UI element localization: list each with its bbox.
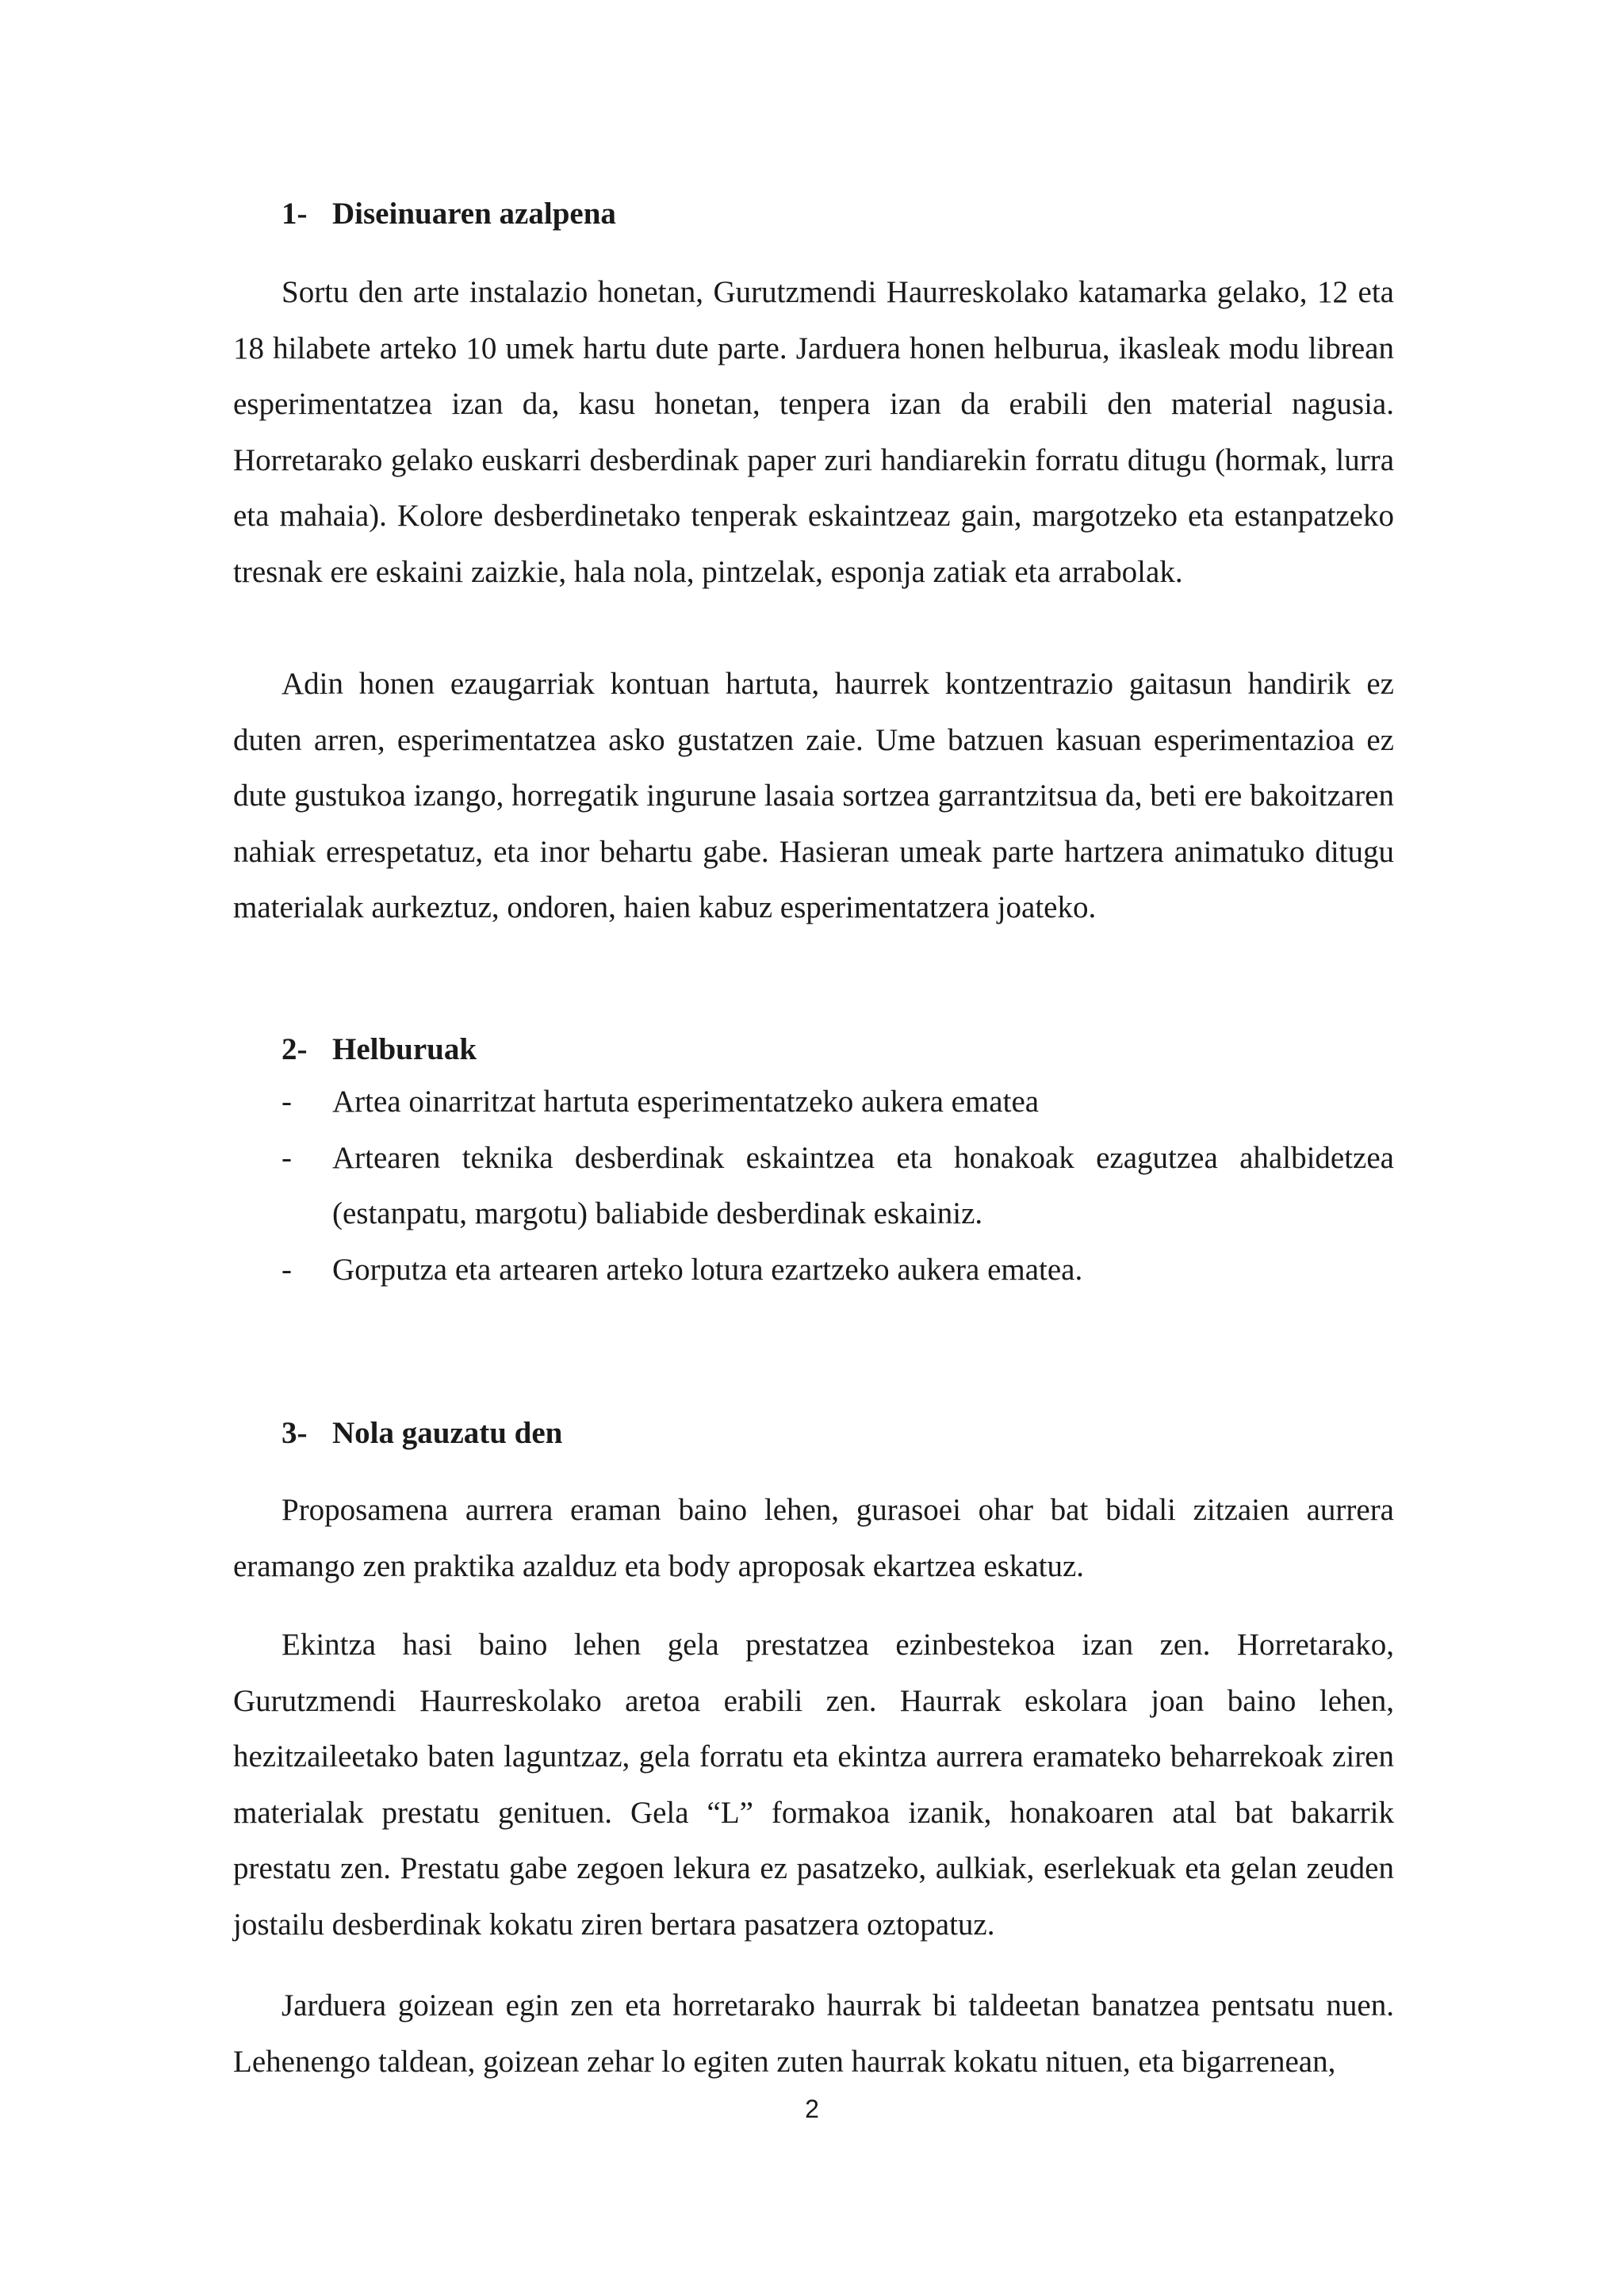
section-3-paragraph-3: Jarduera goizean egin zen eta horretarako haurrak bi taldeetan banatzea pentsatu nuen. Lehenengo taldean, goizean zehar lo egiten zuten haurrak kokatu nituen, eta bigarrenean, xyxy=(233,1988,1394,2079)
section-1-title: Diseinuaren azalpena xyxy=(332,197,616,231)
objectives-list xyxy=(233,1074,1394,1298)
section-1-paragraph-2: Adin honen ezaugarriak kontuan hartuta, haurrek kontzentrazio gaitasun handirik ez duten arren, esperimentatzea asko gustatzen zaie. Ume batzuen kasuan esperimentazioa ez dute gustukoa izango, horregatik ingurune lasaia sortzea garrantzitsua da, beti ere bakoitzaren nahiak errespetatuz, eta inor behartu gabe. Hasieran umeak parte hartzera animatuko ditugu materialak aurkeztuz, ondoren, haien kabuz esperimentatzera joateko. xyxy=(233,667,1394,924)
bullet-dash: - xyxy=(282,1252,292,1287)
objective-2: Artearen teknika desberdinak eskaintzea eta honakoak ezagutzea ahalbidetzea (estanpatu, margotu) baliabide desberdinak eskainiz. xyxy=(332,1140,1394,1230)
page-number: 2 xyxy=(805,2095,819,2123)
section-1-number: 1- xyxy=(282,197,308,231)
section-1-paragraph-1: Sortu den arte instalazio honetan, Gurutzmendi Haurreskolako katamarka gelako, 12 eta 18 hilabete arteko 10 umek hartu dute parte. Jarduera honen helburua, ikasleak modu librean esperimentatzea izan da, kasu honetan, tenpera izan da erabili den material nagusia. Horretarako gelako euskarri desberdinak paper zuri handiarekin forratu ditugu (hormak, lurra eta mahaia). Kolore desberdinetako tenperak eskaintzeaz gain, margotzeko eta estanpatzeko tresnak ere eskaini zaizkie, hala nola, pintzelak, esponja zatiak eta arrabolak. xyxy=(233,275,1394,589)
section-3-paragraph-2: Ekintza hasi baino lehen gela prestatzea ezinbestekoa izan zen. Horretarako, Gurutzmendi Haurreskolako aretoa erabili zen. Haurrak eskolara joan baino lehen, hezitzaileetako baten laguntzaz, gela forratu eta ekintza aurrera eramateko beharrekoak ziren materialak prestatu genituen. Gela “L” formakoa izanik, honakoaren atal bat bakarrik prestatu zen. Prestatu gabe zegoen lekura ez pasatzeko, aulkiak, eserlekuak eta gelan zeuden jostailu desberdinak kokatu ziren bertara pasatzera oztopatuz. xyxy=(233,1628,1394,1942)
list-item xyxy=(233,1242,1394,1299)
section-3-number: 3- xyxy=(282,1416,308,1450)
section-3-paragraph-1: Proposamena aurrera eraman baino lehen, gurasoei ohar bat bidali zitzaien aurrera eramango zen praktika azalduz eta body aproposak ekartzea eskatuz. xyxy=(233,1493,1394,1583)
objective-3: Gorputza eta artearen arteko lotura ezartzeko aukera ematea. xyxy=(332,1252,1083,1287)
bullet-dash: - xyxy=(282,1085,292,1119)
list-item xyxy=(233,1074,1394,1131)
list-item xyxy=(233,1131,1394,1242)
section-3-heading xyxy=(282,1414,562,1452)
section-2-title: Helburuak xyxy=(332,1032,477,1066)
section-1-heading xyxy=(282,195,616,233)
section-2-heading xyxy=(282,1031,477,1069)
bullet-dash: - xyxy=(282,1140,292,1175)
section-3-title: Nola gauzatu den xyxy=(332,1416,563,1450)
objective-1: Artea oinarritzat hartuta esperimentatzeko aukera ematea xyxy=(332,1085,1040,1119)
section-2-number: 2- xyxy=(282,1032,308,1066)
